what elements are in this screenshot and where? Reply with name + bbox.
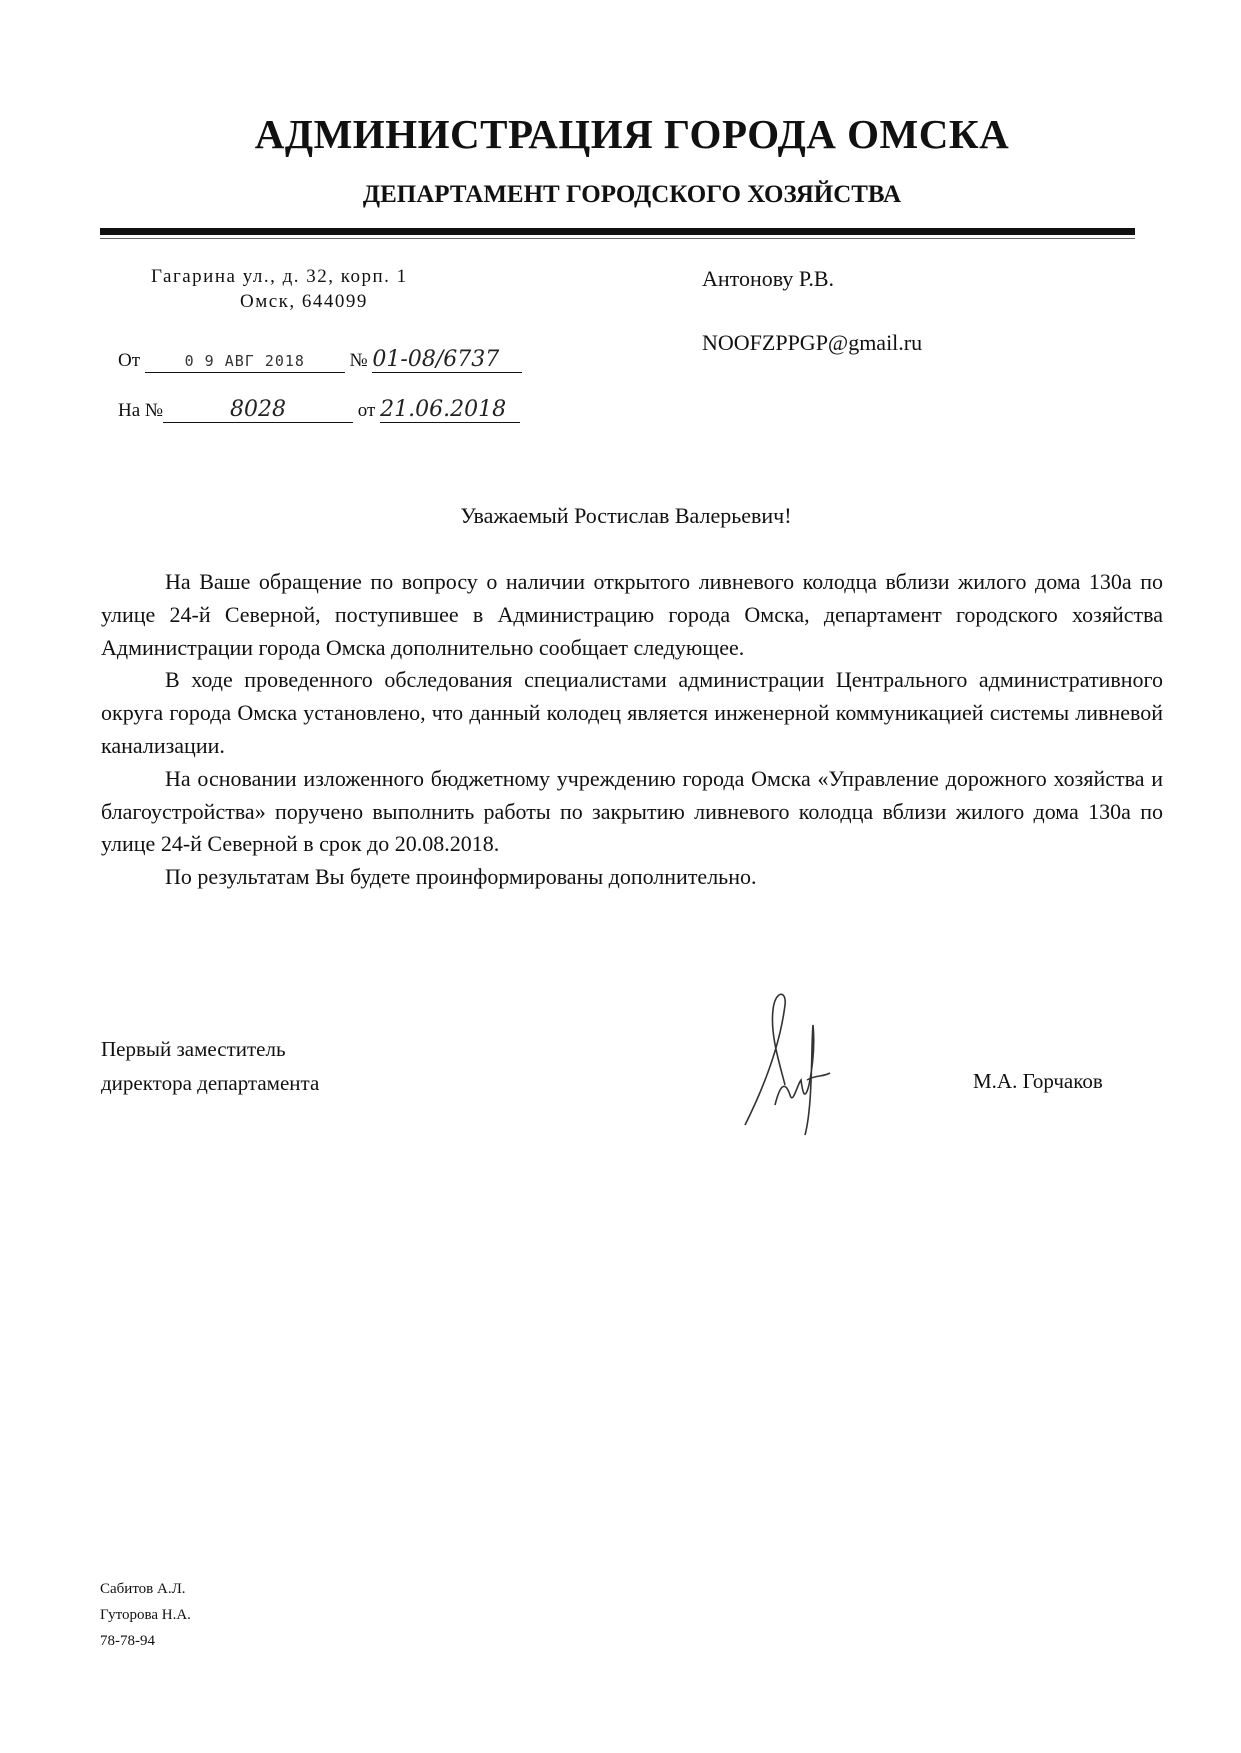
reply-number-field: [163, 397, 353, 423]
paragraph-2: В ходе проведенного обследования специалистами администрации Центрального административного округа города Омска установлено, что данный колодец является инженерной коммуникацией системы ливневой канализации.: [101, 667, 1163, 758]
outgoing-number-field: [372, 347, 522, 373]
department-title: ДЕПАРТАМЕНТ ГОРОДСКОГО ХОЗЯЙСТВА: [362, 181, 902, 208]
executor-phone: 78-78-94: [100, 1633, 155, 1649]
from-label: От: [118, 350, 141, 371]
outgoing-registration: [118, 347, 522, 373]
header-divider-thin: [100, 238, 1135, 239]
handwritten-signature: [735, 985, 865, 1145]
paragraph-1: На Ваше обращение по вопросу о наличии открытого ливневого колодца вблизи жилого дома 130а по улице 24-й Северной, поступившее в Администрацию города Омска, департамент городского хозяйства Администрации города Омска дополнительно сообщает следующее.: [101, 569, 1163, 660]
signatory-position-line2: директора департамента: [101, 1071, 320, 1095]
letter-body: [101, 566, 1163, 894]
executor-1: Сабитов А.Л.: [100, 1581, 186, 1597]
signatory-position-line1: Первый заместитель: [101, 1037, 286, 1061]
reply-date-field: [380, 397, 520, 423]
reply-date-label: от: [357, 400, 376, 421]
outgoing-number: 01-08/6737: [372, 347, 500, 372]
sender-address-line1: Гагарина ул., д. 32, корп. 1: [151, 266, 408, 287]
incoming-registration: [118, 397, 520, 423]
greeting: Уважаемый Ростислав Валерьевич!: [460, 503, 792, 528]
reply-label: На №: [118, 400, 164, 421]
reply-number: 8028: [230, 397, 287, 422]
recipient-name: Антонову Р.В.: [702, 266, 835, 291]
executor-2: Гуторова Н.А.: [100, 1607, 191, 1623]
reply-date: 21.06.2018: [380, 397, 507, 422]
sender-address-line2: Омск, 644099: [240, 291, 368, 312]
paragraph-3: На основании изложенного бюджетному учреждению города Омска «Управление дорожного хозяйства и благоустройства» поручено выполнить работы по закрытию ливневого колодца вблизи жилого дома 130а по улице 24-й Северной в срок до 20.08.2018.: [101, 765, 1163, 857]
executor-info: [100, 1576, 191, 1654]
recipient-email: NOOFZPPGP@gmail.ru: [702, 330, 923, 355]
header-divider: [100, 228, 1135, 235]
outgoing-date-stamp: 0 9 АВГ 2018: [184, 352, 305, 370]
paragraph-4: По результатам Вы будете проинформированы дополнительно.: [165, 864, 757, 890]
outgoing-date-field: [145, 350, 345, 373]
organization-title: АДМИНИСТРАЦИЯ ГОРОДА ОМСКА: [254, 111, 1010, 157]
number-label: №: [349, 350, 368, 371]
signatory-name: М.А. Горчаков: [973, 1069, 1103, 1093]
